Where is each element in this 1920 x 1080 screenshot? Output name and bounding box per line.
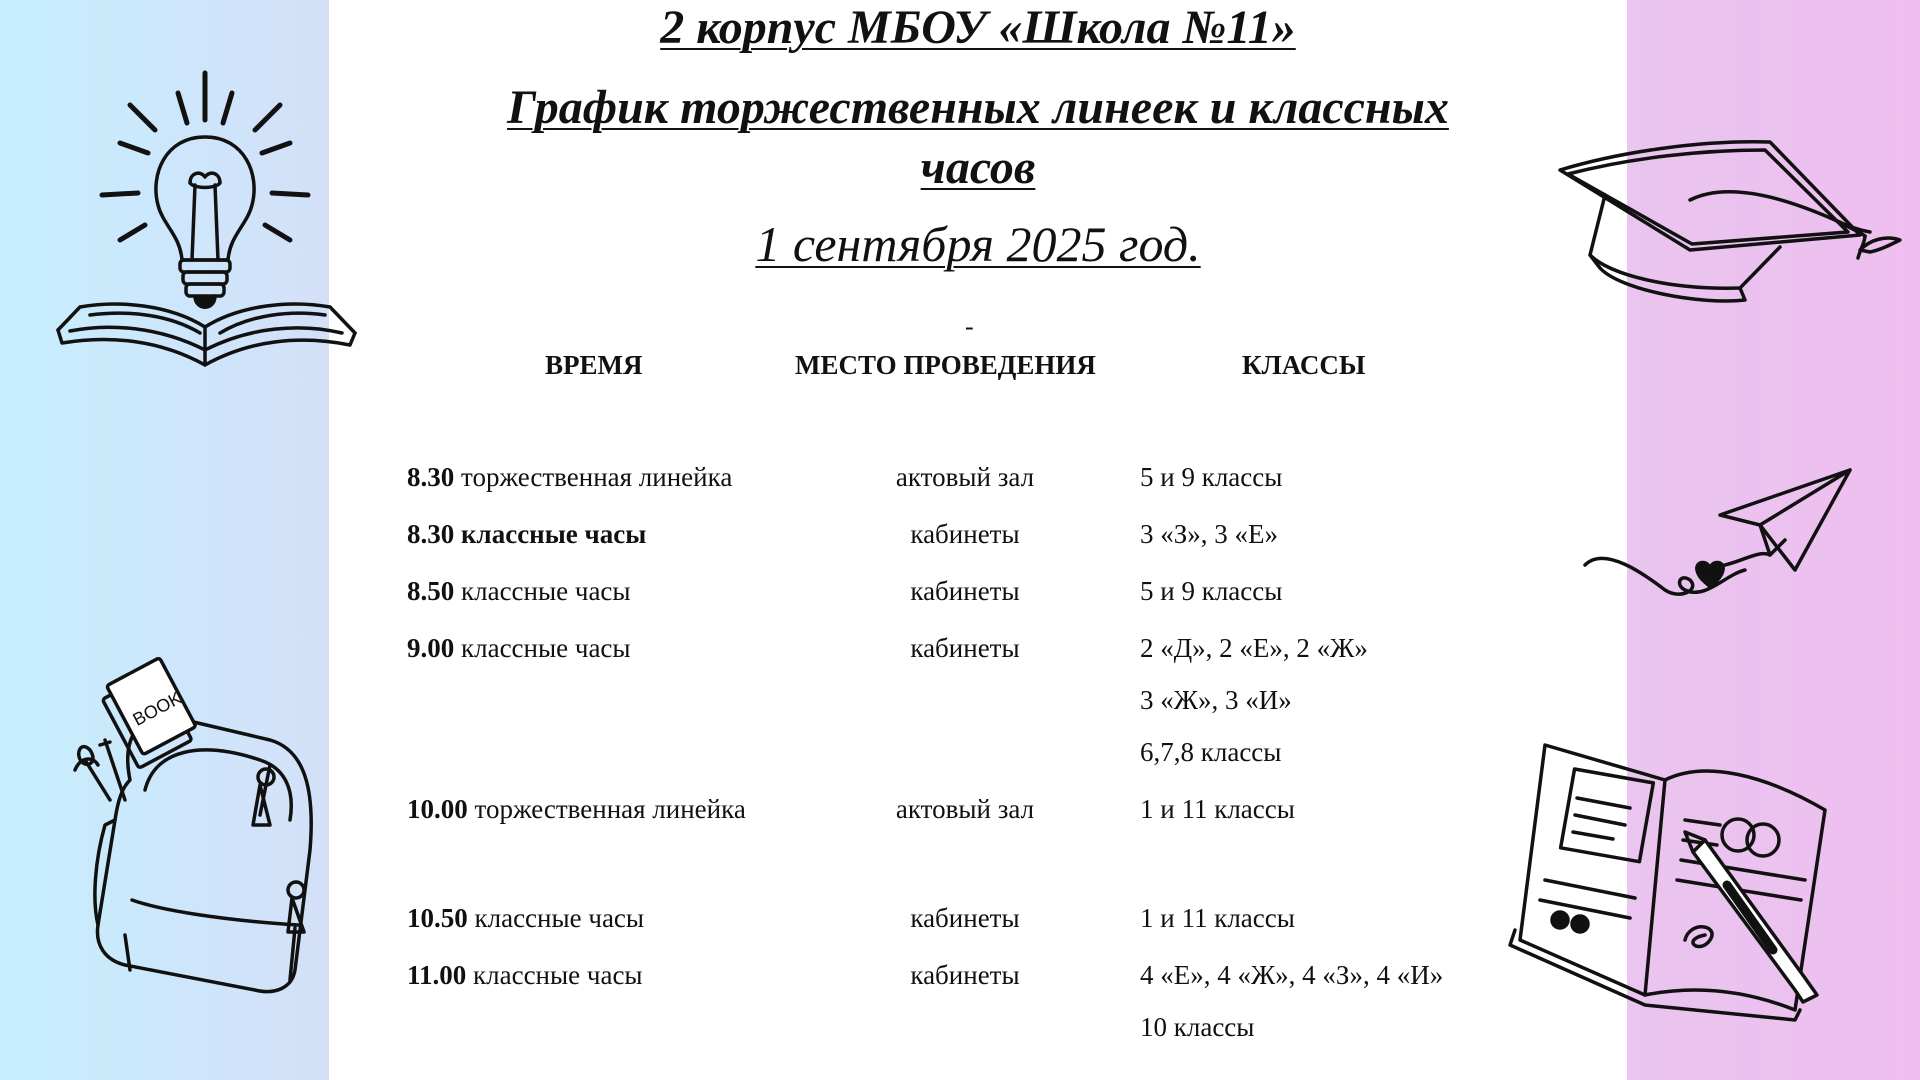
row-time: 8.50 xyxy=(407,576,455,606)
header-time: ВРЕМЯ xyxy=(545,350,643,380)
row-place: актовый зал xyxy=(895,462,1035,492)
row-place: кабинеты xyxy=(910,903,1020,933)
schedule-title-line1: График торжественных линеек и классных xyxy=(507,81,1449,134)
row-place: кабинеты xyxy=(910,960,1020,990)
row-event: классные часы xyxy=(466,960,643,990)
row-classes: 5 и 9 классы xyxy=(1140,462,1283,492)
row-place: актовый зал xyxy=(895,794,1035,824)
school-title: 2 корпус МБОУ «Школа №11» xyxy=(660,1,1296,54)
row-event: классные часы xyxy=(454,633,631,663)
table-row xyxy=(0,903,1920,955)
row-place: кабинеты xyxy=(910,633,1020,663)
row-classes: 1 и 11 классы xyxy=(1140,794,1295,824)
row-time: 9.00 xyxy=(407,633,455,663)
row-time: 10.50 xyxy=(407,903,468,933)
row-time: 10.00 xyxy=(407,794,468,824)
row-classes: 2 «Д», 2 «Е», 2 «Ж» xyxy=(1140,633,1368,663)
table-row xyxy=(0,960,1920,1012)
row-time: 8.30 xyxy=(407,462,455,492)
schedule-title-line2: часов xyxy=(920,141,1036,194)
table-row xyxy=(0,794,1920,846)
header-place: МЕСТО ПРОВЕДЕНИЯ xyxy=(795,350,1096,380)
row-classes: 3 «З», 3 «Е» xyxy=(1140,519,1279,549)
separator-dash: - xyxy=(965,312,974,341)
table-row xyxy=(0,737,1920,789)
row-event: классные часы xyxy=(454,576,631,606)
row-classes: 5 и 9 классы xyxy=(1140,576,1283,606)
table-row xyxy=(0,576,1920,628)
row-event: торжественная линейка xyxy=(467,794,746,824)
table-row xyxy=(0,519,1920,571)
row-classes: 1 и 11 классы xyxy=(1140,903,1295,933)
schedule-date: 1 сентября 2025 год. xyxy=(755,216,1201,272)
row-event: торжественная линейка xyxy=(454,462,733,492)
table-row xyxy=(0,685,1920,737)
row-event: классные часы xyxy=(467,903,645,933)
row-classes: 3 «Ж», 3 «И» xyxy=(1140,685,1292,715)
row-classes: 6,7,8 классы xyxy=(1140,737,1282,767)
row-event: классные часы xyxy=(454,519,647,549)
row-time: 11.00 xyxy=(407,960,467,990)
row-classes: 10 классы xyxy=(1140,1012,1255,1042)
table-row xyxy=(0,1012,1920,1064)
row-place: кабинеты xyxy=(910,576,1020,606)
table-row xyxy=(0,462,1920,514)
row-place: кабинеты xyxy=(910,519,1020,549)
row-time: 8.30 xyxy=(407,519,455,549)
row-classes: 4 «Е», 4 «Ж», 4 «З», 4 «И» xyxy=(1140,960,1444,990)
book-label: BOOK xyxy=(129,687,185,730)
table-row xyxy=(0,633,1920,685)
header-classes: КЛАССЫ xyxy=(1242,350,1366,380)
